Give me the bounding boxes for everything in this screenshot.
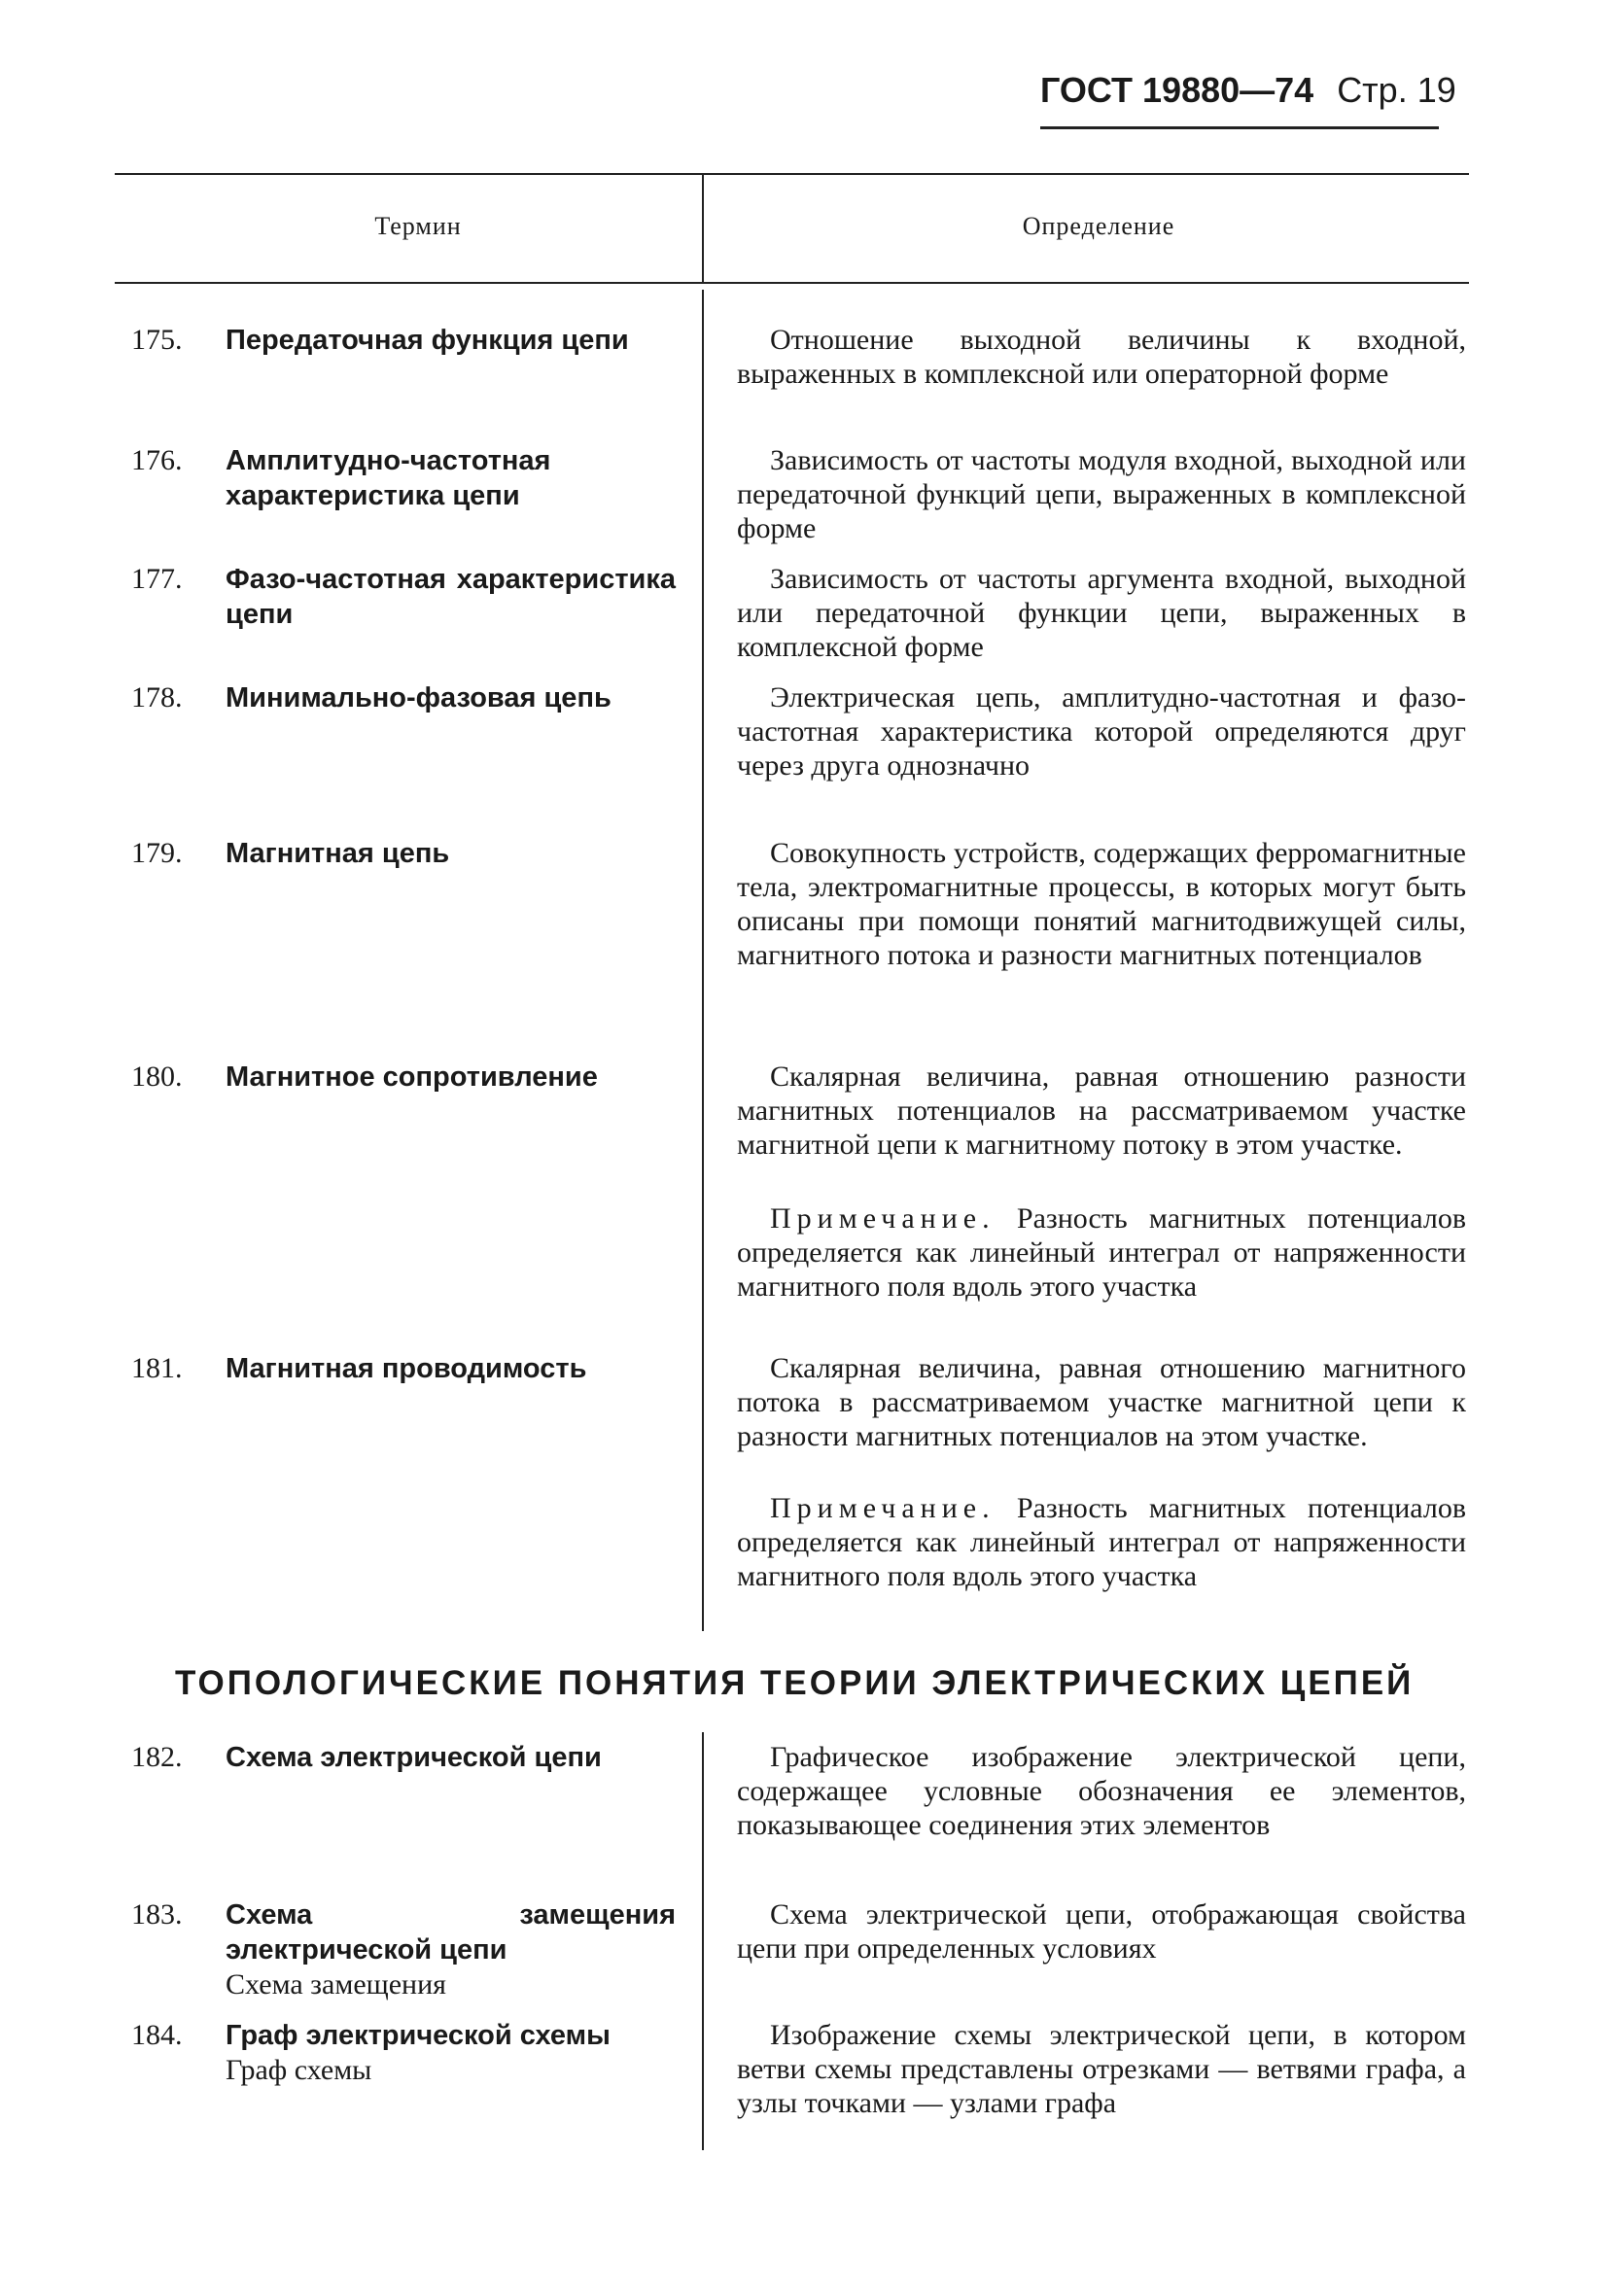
term-number: 182. <box>131 1741 183 1773</box>
term-name: Магнитная проводимость <box>226 1353 587 1384</box>
definition-180: Скалярная величина, равная отношению разности магнитных потенциалов на рассматриваемом участке магнитной цепи к магнитному потоку в этом участке. <box>737 1061 1466 1161</box>
term-181 <box>131 1351 676 1386</box>
definition-183: Схема электрической цепи, отображающая свойства цепи при определенных условиях <box>737 1898 1466 1965</box>
term-180 <box>131 1060 676 1095</box>
definition-179: Совокупность устройств, содержащих ферромагнитные тела, электромагнитные процессы, в которых могут быть описаны при помощи понятий магнитодвижущей силы, магнитного потока и разности магнитных потенциалов <box>737 837 1466 971</box>
term-name: Фазо-частотная характеристика цепи <box>226 564 676 630</box>
term-name: Схема электрической цепи <box>226 1742 602 1773</box>
term-name: Граф электрической схемы <box>226 2020 611 2051</box>
term-name: Схема замещения электрической цепи <box>226 1899 676 1966</box>
note-181 <box>737 1491 1466 1593</box>
term-183 <box>131 1897 676 2002</box>
definition-181: Скалярная величина, равная отношению магнитного потока в рассматриваемом участке магнитной цепи к разности магнитных потенциалов на этом участке. <box>737 1352 1466 1452</box>
header-column-divider <box>702 175 704 282</box>
note-text: Разность магнитных потенциалов определяется как линейный интеграл от напряженности магнитного поля вдоль этого участка <box>737 1492 1466 1592</box>
standard-code: ГОСТ 19880—74 <box>1040 70 1314 110</box>
definition-184: Изображение схемы электрической цепи, в котором ветви схемы представлены отрезками — ветвями графа, а узлы точками — узлами графа <box>737 2019 1466 2119</box>
header-rule <box>1040 126 1439 129</box>
note-180 <box>737 1201 1466 1304</box>
term-number: 175. <box>131 324 183 356</box>
header-line <box>1040 70 1468 111</box>
term-name: Амплитудно-частотная характеристика цепи <box>226 445 551 511</box>
note-label: Примечание. <box>770 1492 996 1524</box>
term-name: Магнитное сопротивление <box>226 1061 598 1093</box>
term-number: 178. <box>131 681 183 713</box>
definition-175: Отношение выходной величины к входной, выраженных в комплексной или операторной форме <box>737 324 1466 390</box>
term-number: 180. <box>131 1061 183 1093</box>
term-178 <box>131 680 676 715</box>
term-175 <box>131 323 676 358</box>
page-header <box>1040 70 1468 111</box>
term-179 <box>131 836 676 871</box>
column-header-term: Термин <box>374 212 462 240</box>
term-176 <box>131 443 676 513</box>
term-synonym: Граф схемы <box>226 2054 372 2086</box>
definition-176: Зависимость от частоты модуля входной, выходной или передаточной функций цепи, выраженных в комплексной форме <box>737 444 1466 544</box>
page-number: Стр. 19 <box>1337 70 1456 110</box>
term-name: Передаточная функция цепи <box>226 325 629 356</box>
note-text: Разность магнитных потенциалов определяется как линейный интеграл от напряженности магнитного поля вдоль этого участка <box>737 1202 1466 1303</box>
term-184 <box>131 2018 676 2088</box>
term-name: Магнитная цепь <box>226 838 450 869</box>
term-number: 176. <box>131 444 183 476</box>
term-number: 181. <box>131 1352 183 1384</box>
term-number: 183. <box>131 1898 183 1931</box>
term-177 <box>131 562 676 632</box>
column-divider-upper <box>702 290 704 1631</box>
term-number: 184. <box>131 2019 183 2051</box>
note-label: Примечание. <box>770 1202 996 1235</box>
term-182 <box>131 1740 676 1775</box>
definition-177: Зависимость от частоты аргумента входной, выходной или передаточной функции цепи, выраженных в комплексной форме <box>737 563 1466 663</box>
column-header-definition: Определение <box>1022 212 1175 240</box>
term-name: Минимально-фазовая цепь <box>226 682 612 713</box>
table-top-rule <box>115 173 1469 175</box>
term-number: 179. <box>131 837 183 869</box>
table-header-rule <box>115 282 1469 284</box>
definition-178: Электрическая цепь, амплитудно-частотная и фазо-частотная характеристика которой определяются друг через друга однозначно <box>737 681 1466 782</box>
term-synonym: Схема замещения <box>226 1968 446 2000</box>
section-title: ТОПОЛОГИЧЕСКИЕ ПОНЯТИЯ ТЕОРИИ ЭЛЕКТРИЧЕСКИХ ЦЕПЕЙ <box>175 1664 1415 1702</box>
term-number: 177. <box>131 563 183 595</box>
definition-182: Графическое изображение электрической цепи, содержащее условные обозначения ее элементов, показывающее соединения этих элементов <box>737 1741 1466 1841</box>
column-divider-lower <box>702 1732 704 2150</box>
